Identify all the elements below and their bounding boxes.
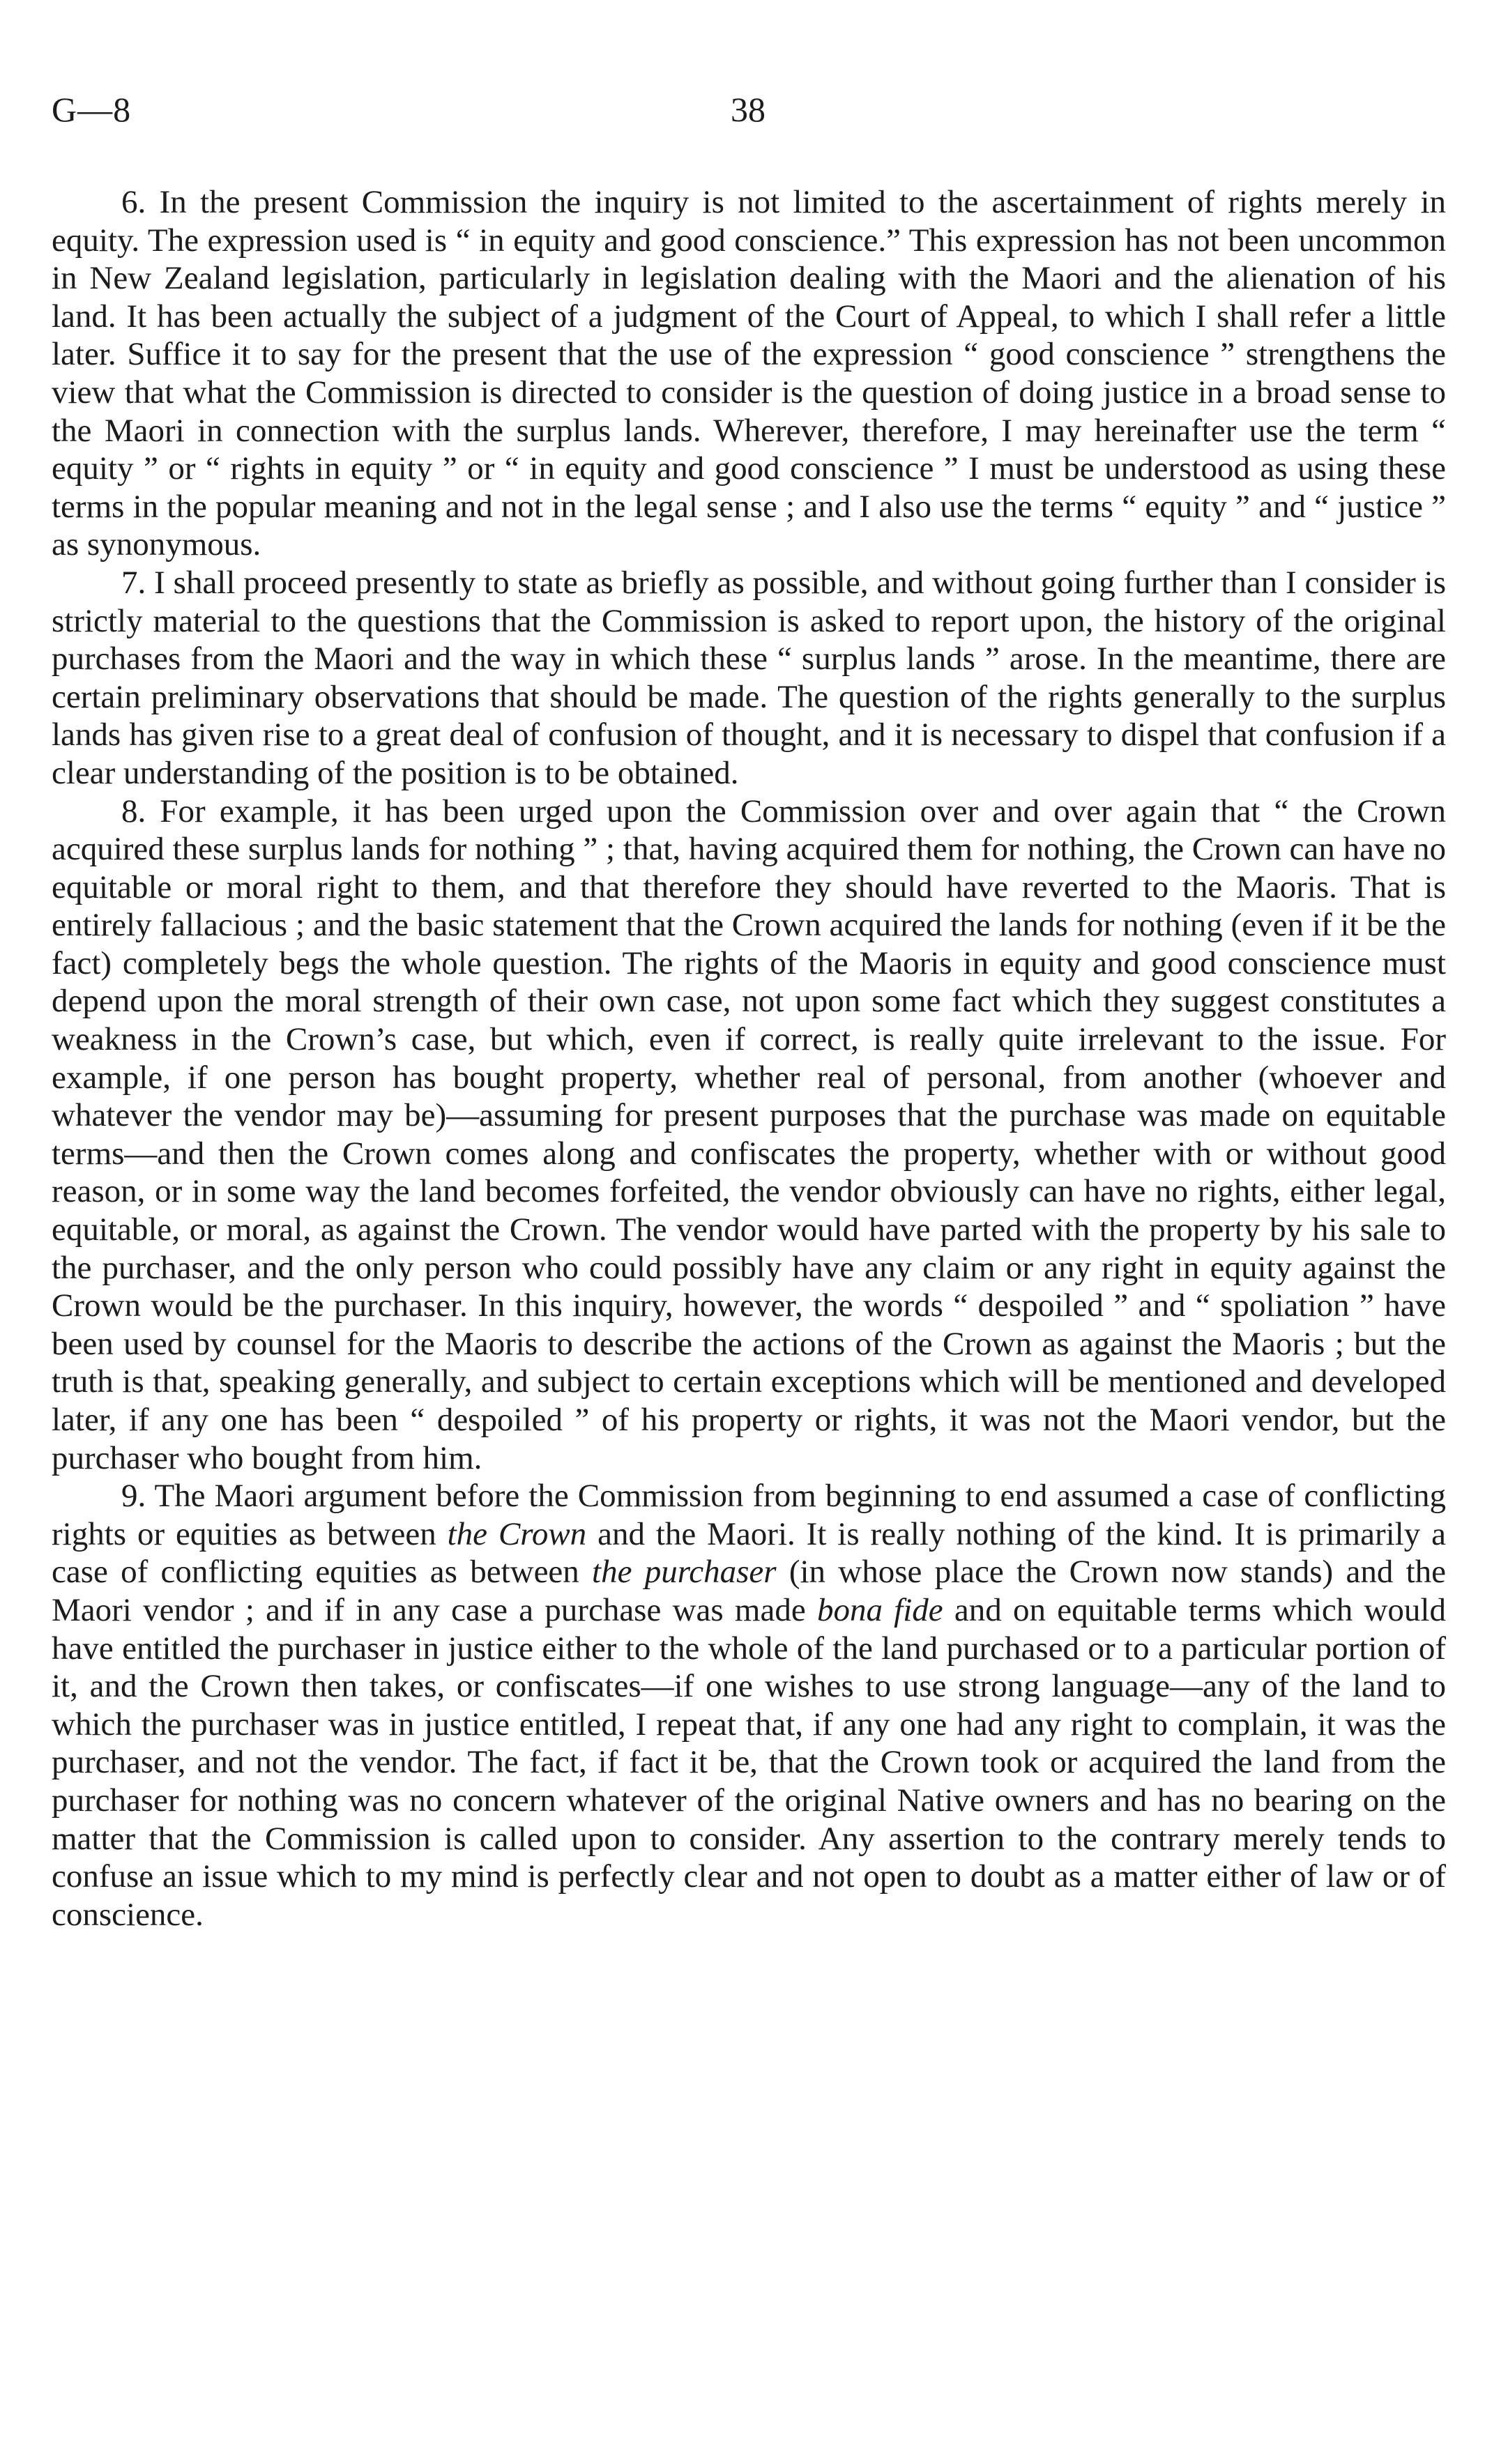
- paragraph-text: The Maori argument before the Commission from beginning to end assumed a case of conflicting rights or equities as between: [52, 1478, 1446, 1552]
- document-series-code: G—8: [52, 90, 132, 129]
- italic-term-the-purchaser: the purchaser: [592, 1554, 777, 1591]
- paragraph-text: and on equitable terms which would have entitled the purchaser in justice either to the whole of the land purchased or to a particular portion of it, and the Crown then takes, or confiscates—if one wishes to use strong language—any of the land to which the purchaser was in justice entitled, I repeat that, if any one had any right to complain, it was the purchaser, and not the vendor. The fact, if fact it be, that the Crown took or acquired the land from the purchaser for nothing was no concern whatever of the original Native owners and has no bearing on the matter that the Commission is called upon to consider. Any assertion to the contrary merely tends to confuse an issue which to my mind is perfectly clear and not open to doubt as a matter either of law or of conscience.: [52, 1591, 1446, 1933]
- body-text: [52, 183, 1446, 1934]
- paragraph-8: [52, 793, 1446, 1478]
- page-number: 38: [731, 90, 766, 129]
- paragraph-text: I shall proceed presently to state as briefly as possible, and without going further than I consider is strictly material to the questions that the Commission is asked to report upon, the history of the original purchases from the Maori and the way in which these “ surplus lands ” arose. In the meantime, there are certain preliminary observations that should be made. The question of the rights generally to the surplus lands has given rise to a great deal of confusion of thought, and it is necessary to dispel that confusion if a clear understanding of the position is to be obtained.: [52, 564, 1446, 791]
- paragraph-6: [52, 183, 1446, 564]
- italic-term-bona-fide: bona fide: [816, 1591, 943, 1628]
- paragraph-9: [52, 1477, 1446, 1934]
- paragraph-text: In the present Commission the inquiry is not limited to the ascertainment of rights merely in equity. The expression used is “ in equity and good conscience.” This expression has not been uncommon in New Zealand legislation, particularly in legislation dealing with the Maori and the alienation of his land. It has been actually the subject of a judgment of the Court of Appeal, to which I shall refer a little later. Suffice it to say for the present that the use of the expression “ good conscience ” strengthens the view that what the Commission is directed to consider is the question of doing justice in a broad sense to the Maori in connection with the surplus lands. Wherever, therefore, I may hereinafter use the term “ equity ” or “ rights in equity ” or “ in equity and good conscience ” I must be understood as using these terms in the popular meaning and not in the legal sense ; and I also use the terms “ equity ” and “ justice ” as synonymous.: [52, 184, 1446, 563]
- paragraph-number: 6.: [121, 184, 146, 220]
- page-header: [52, 89, 1446, 145]
- paragraph-text: For example, it has been urged upon the Commission over and over again that “ the Crown acquired these surplus lands for nothing ” ; that, having acquired them for nothing, the Crown can have no equitable or moral right to them, and that therefore they should have reverted to the Maoris. That is entirely fallacious ; and the basic statement that the Crown acquired the lands for nothing (even if it be the fact) completely begs the whole question. The rights of the Maoris in equity and good conscience must depend upon the moral strength of their own case, not upon some fact which they suggest constitutes a weakness in the Crown’s case, but which, even if correct, is really quite irrelevant to the issue. For example, if one person has bought property, whether real of personal, from another (whoever and whatever the vendor may be)—assuming for present purposes that the purchase was made on equitable terms—and then the Crown comes along and confiscates the property, whether with or without good reason, or in some way the land becomes forfeited, the vendor obviously can have no rights, either legal, equitable, or moral, as against the Crown. The vendor would have parted with the property by his sale to the purchaser, and the only person who could possibly have any claim or any right in equity against the Crown would be the purchaser. In this inquiry, however, the words “ despoiled ” and “ spoliation ” have been used by counsel for the Maoris to describe the actions of the Crown as against the Maoris ; but the truth is that, speaking generally, and subject to certain exceptions which will be mentioned and developed later, if any one has been “ despoiled ” of his property or rights, it was not the Maori vendor, but the purchaser who bought from him.: [52, 793, 1447, 1476]
- paragraph-7: [52, 564, 1446, 793]
- paragraph-text: and the Maori. It is really nothing of the kind. It is primarily a case of conflicting equities as between: [52, 1515, 1446, 1591]
- italic-term-the-crown: the Crown: [447, 1515, 587, 1552]
- paragraph-number: 9.: [121, 1478, 146, 1515]
- paragraph-number: 7.: [121, 564, 146, 601]
- paragraph-text: (in whose place the Crown now stands) and the Maori vendor ; and if in any case a purchase was made: [52, 1554, 1446, 1628]
- paragraph-number: 8.: [121, 793, 146, 829]
